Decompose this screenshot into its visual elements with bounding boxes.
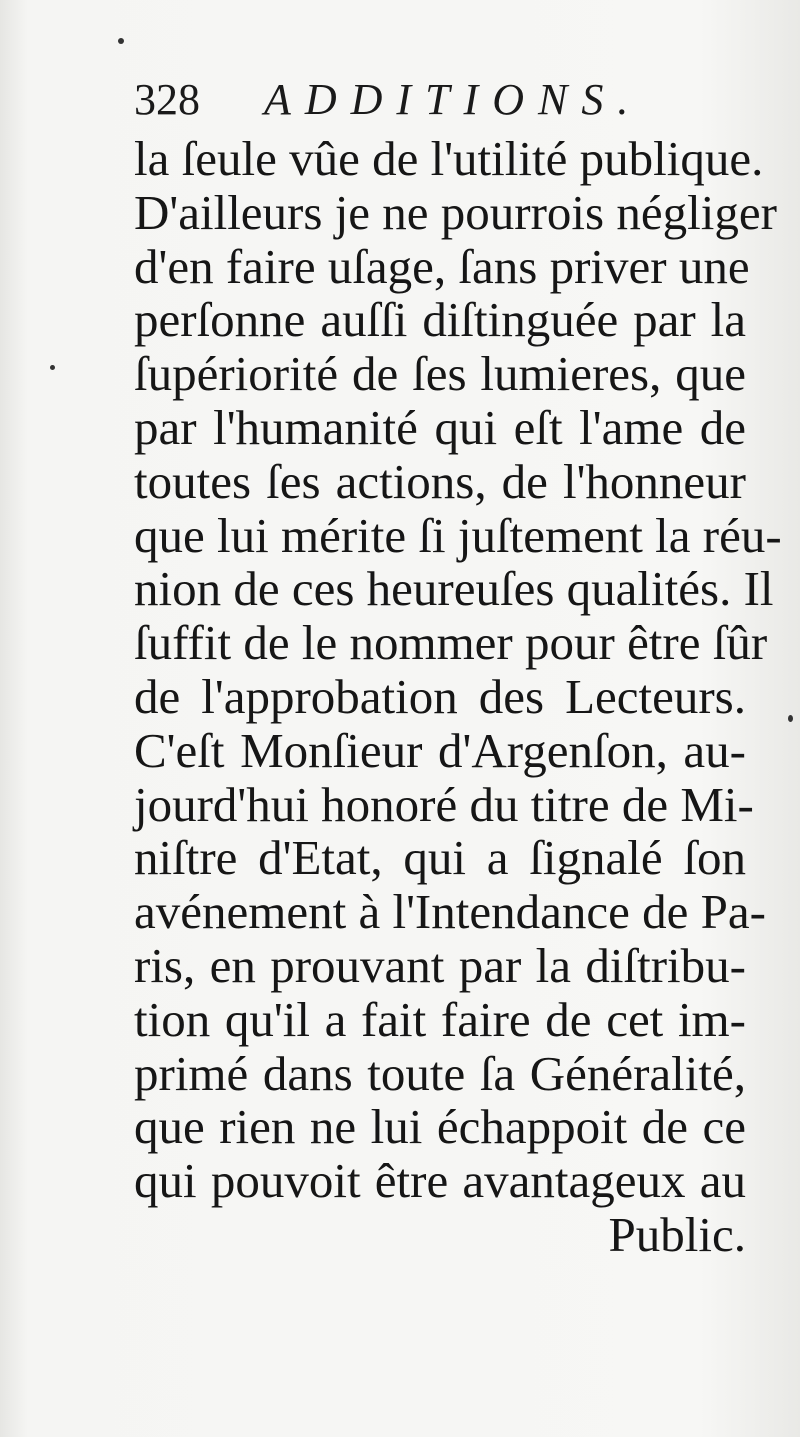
- text-line: de l'approbation des Lecteurs.: [134, 668, 746, 724]
- text-line: la ſeule vûe de l'utilité publique.: [134, 131, 764, 186]
- body-text: [134, 131, 782, 1262]
- text-line: perſonne auſſi diſtinguée par la: [134, 292, 746, 348]
- ink-speck: [788, 715, 793, 722]
- catchword: Public.: [608, 1206, 746, 1262]
- text-line: ris, en prouvant par la diſtribu-: [134, 937, 746, 993]
- text-line: nion de ces heureuſes qualités. Il: [134, 561, 774, 617]
- text-line: C'eſt Monſieur d'Argenſon, au-: [134, 722, 746, 778]
- text-line: jourd'hui honoré du titre de Mi-: [134, 776, 754, 832]
- text-line: avénement à l'Intendance de Pa-: [134, 884, 766, 940]
- text-line: qui pouvoit être avantageux au: [134, 1153, 746, 1209]
- text-line: par l'humanité qui eſt l'ame de: [134, 399, 746, 455]
- text-line: que rien ne lui échappoit de ce: [134, 1099, 746, 1155]
- text-line: primé dans toute ſa Généralité,: [134, 1045, 746, 1101]
- ink-speck: [118, 38, 124, 44]
- text-line: D'ailleurs je ne pourrois négliger: [134, 184, 777, 240]
- text-line: d'en faire uſage, ſans priver une: [134, 238, 750, 294]
- ink-speck: [50, 365, 55, 370]
- text-line: ſuffit de le nommer pour être ſûr: [134, 615, 768, 671]
- text-line: niſtre d'Etat, qui a ſignalé ſon: [134, 830, 746, 886]
- text-line: ſupériorité de ſes lumieres, que: [134, 346, 746, 402]
- running-head: ADDITIONS.: [264, 75, 643, 124]
- page-number: 328: [134, 75, 200, 124]
- text-line: tion qu'il a fait faire de cet im-: [134, 991, 746, 1047]
- text-line: que lui mérite ſi juſtement la réu-: [134, 507, 782, 563]
- page-header: [134, 70, 754, 130]
- text-line: toutes ſes actions, de l'honneur: [134, 453, 746, 509]
